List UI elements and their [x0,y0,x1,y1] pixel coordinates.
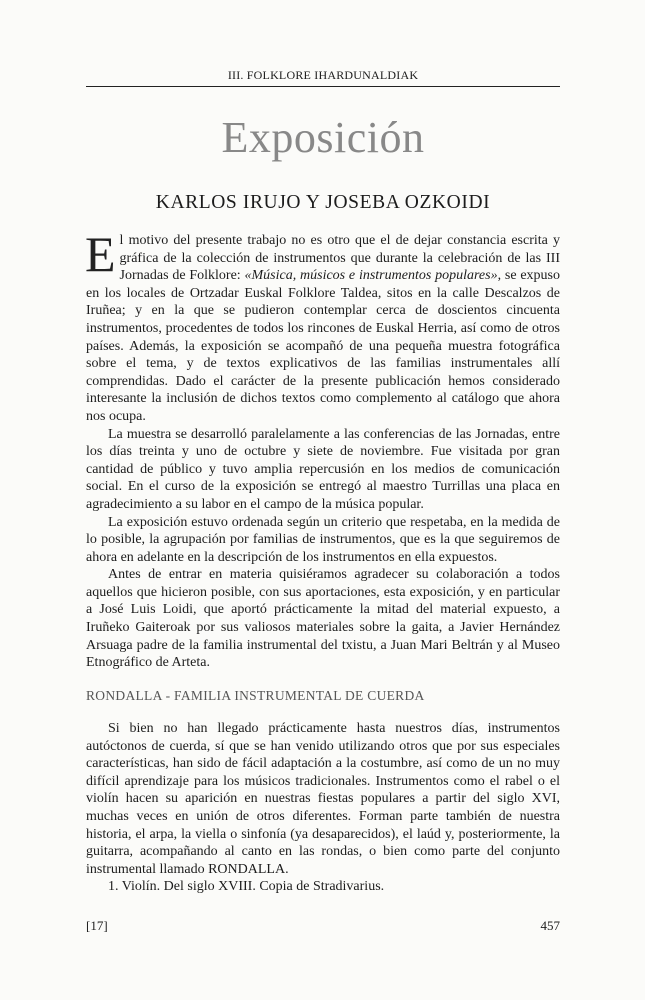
drop-cap: E [85,226,116,282]
header-rule [86,86,560,87]
paragraph-4: Antes de entrar en materia quisiéramos agradecer su colaboración a todos aquellos que hicieron posible, con sus aportaciones, esta exposición, y en particular a José Luis Loidi, que aportó prácticamente la mitad del material expuesto, a Iruñeko Gaiteroak por sus valiosos materiales sobre la gaita, a Javier Hernández Arsuaga padre de la familia instrumental del txistu, a Juan Mari Beltrán y al Museo Etnográfico de Arteta. [86,567,560,671]
section-body [86,720,560,896]
paragraph-1-italic: «Música, músicos e instrumentos populares» [244,268,498,284]
article-body [85,226,561,672]
paragraph-1 [85,226,561,426]
running-head: III. FOLKLORE IHARDUNALDIAK [227,68,419,82]
page-reference: [17] [86,918,108,933]
paragraph-3: La exposición estuvo ordenada según un criterio que respetaba, en la medida de lo posible, la agrupación por familias de instrumentos, que es la que seguiremos de ahora en adelante en la descripción de los instrumentos en ella expuestos. [86,514,560,565]
article-title: Exposición [221,113,425,162]
paragraph-1-text-a: l motivo del presente trabajo no es otro que el de dejar constancia escrita y gráfica de la colección de instrumentos que durante la celebración de las III Jornadas de Folklore: [119,233,560,284]
paragraph-2: La muestra se desarrolló paralelamente a las conferencias de las Jornadas, entre los días treinta y uno de octubre y siete de noviembre. Fue visitada por gran cantidad de público y tuvo amplia repercusión en los medios de comunicación social. En el curso de la exposición se entregó al maestro Turrillas una placa en agradecimiento a su labor en el campo de la música popular. [86,426,560,512]
section-paragraph-1: Si bien no han llegado prácticamente hasta nuestros días, instrumentos autóctonos de cuerda, sí que se han venido utilizando otros que por sus especiales características, han sido de fácil adaptación a la costumbre, así como de un no muy difícil aprendizaje para los músicos tradicionales. Instrumentos como el rabel o el violín hacen su aparición en nuestras fiestas populares a partir del siglo XVI, muchas veces en unión de otros diferentes. Forman parte también de nuestra historia, el arpa, la viella o sinfonía (ya desaparecidos), el laúd y, posteriormente, la guitarra, acompañando al canto en las rondas, o bien como parte del conjunto instrumental llamado RONDALLA. [86,721,560,877]
section-heading: RONDALLA - FAMILIA INSTRUMENTAL DE CUERDA [86,688,425,703]
article-authors: KARLOS IRUJO Y JOSEBA OZKOIDI [155,192,491,213]
list-item: 1. Violín. Del siglo XVIII. Copia de Stradivarius. [108,879,385,895]
paragraph-1-text-b: , se expuso en los locales de Ortzadar Euskal Folklore Taldea, sitos en la calle Descalzos de Iruñea; y en la que se pudieron contemplar cerca de doscientos cincuenta instrumentos, procedentes de todos los rincones de Euskal Herria, así como de otros países. Además, la exposición se acompañó de una pequeña muestra fotográfica sobre el tema, y de textos explicativos de las familias instrumentales allí comprendidas. Dado el carácter de la presente publicación hemos considerado interesante la inclusión de dichos textos como complemento al catálogo que ahora nos ocupa. [86,268,561,424]
page-number: 457 [540,918,560,933]
